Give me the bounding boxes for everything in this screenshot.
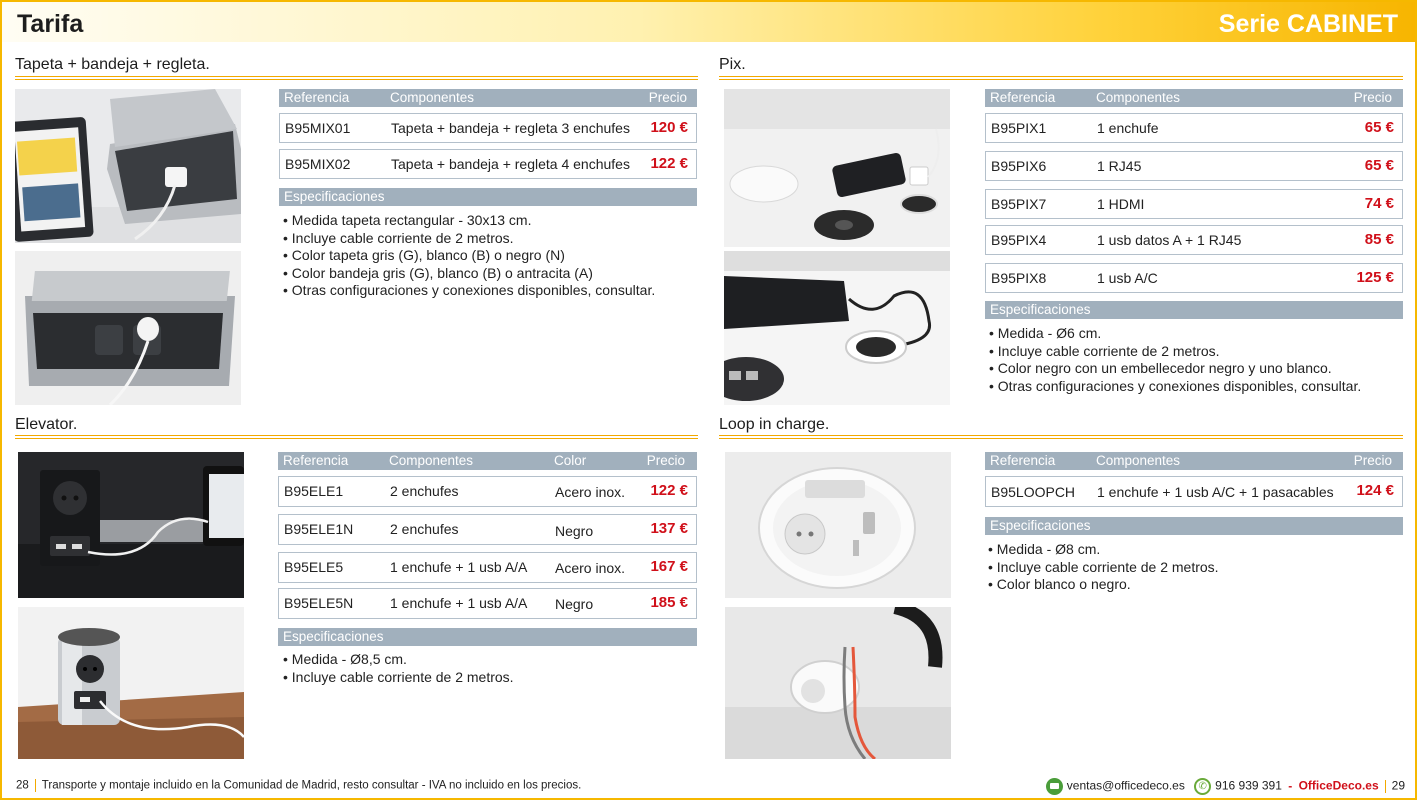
spec-item: • Medida - Ø8,5 cm. <box>283 651 703 669</box>
col-color: Color <box>554 453 587 468</box>
page-number-left: 28 <box>16 779 29 792</box>
spec-item: • Incluye cable corriente de 2 metros. <box>989 343 1409 361</box>
row-components: 1 usb datos A + 1 RJ45 <box>1097 232 1242 248</box>
spec-item: • Color bandeja gris (G), blanco (B) o antracita (A) <box>283 265 703 283</box>
col-components: Componentes <box>1096 90 1181 105</box>
spec-item: • Medida tapeta rectangular - 30x13 cm. <box>283 212 703 230</box>
col-ref: Referencia <box>990 453 1056 468</box>
row-ref: B95ELE5 <box>284 559 344 575</box>
email-icon <box>1046 778 1063 795</box>
col-components: Componentes <box>390 90 475 105</box>
product-photo-mix-tray <box>15 251 241 405</box>
spec-item: • Color negro con un embellecedor negro y uno blanco. <box>989 360 1409 378</box>
col-price: Precio <box>1353 90 1392 105</box>
product-photo-elevator-black <box>18 452 244 598</box>
row-price: 125 € <box>1356 269 1394 286</box>
footer-email[interactable]: ventas@officedeco.es <box>1066 778 1185 793</box>
specs-header-elevator: Especificaciones <box>278 628 697 646</box>
section-title-elevator: Elevator. <box>15 416 78 433</box>
footer-brand[interactable]: OfficeDeco.es <box>1298 778 1379 793</box>
table-header-mix <box>279 89 697 107</box>
table-header-elevator <box>278 452 697 470</box>
footer-divider <box>35 779 36 792</box>
product-photo-elevator-steel <box>18 607 244 759</box>
table-row <box>985 225 1403 255</box>
footer-dash: - <box>1288 778 1293 793</box>
spec-item: • Incluye cable corriente de 2 metros. <box>988 559 1408 577</box>
row-components: 1 usb A/C <box>1097 270 1158 286</box>
spec-item: • Incluye cable corriente de 2 metros. <box>283 669 703 687</box>
spec-item: • Otras configuraciones y conexiones disponibles, consultar. <box>989 378 1409 396</box>
table-row <box>279 113 697 143</box>
row-price: 122 € <box>650 482 688 499</box>
row-ref: B95ELE1N <box>284 521 354 537</box>
footer-right <box>1046 778 1405 795</box>
row-price: 124 € <box>1356 482 1394 499</box>
row-price: 137 € <box>650 520 688 537</box>
footer-left <box>16 779 581 792</box>
footer-divider <box>1385 780 1386 793</box>
series-title: Serie CABINET <box>1218 10 1398 38</box>
specs-header-loop: Especificaciones <box>985 517 1403 535</box>
specs-list-elevator <box>283 651 703 686</box>
spec-item: • Incluye cable corriente de 2 metros. <box>283 230 703 248</box>
spec-item: • Medida - Ø8 cm. <box>988 541 1408 559</box>
row-components: 1 enchufe + 1 usb A/A <box>390 595 528 611</box>
row-components: 2 enchufes <box>390 521 459 537</box>
row-price: 85 € <box>1364 231 1394 248</box>
phone-icon: ✆ <box>1194 778 1211 795</box>
footer <box>0 774 1417 798</box>
table-row <box>278 588 697 619</box>
col-components: Componentes <box>389 453 474 468</box>
row-price: 65 € <box>1364 157 1394 174</box>
table-row <box>278 476 697 507</box>
table-row <box>279 149 697 179</box>
section-divider <box>719 76 1403 80</box>
row-ref: B95PIX4 <box>991 232 1047 248</box>
spec-item: • Color tapeta gris (G), blanco (B) o negro (N) <box>283 247 703 265</box>
footer-phone[interactable]: 916 939 391 <box>1215 778 1282 793</box>
table-row <box>278 552 697 583</box>
section-title-pix: Pix. <box>719 56 746 73</box>
row-components: 2 enchufes <box>390 483 459 499</box>
row-ref: B95ELE1 <box>284 483 344 499</box>
table-row <box>985 263 1403 293</box>
page-title: Tarifa <box>17 10 84 38</box>
section-title-loop: Loop in charge. <box>719 416 830 433</box>
table-row <box>985 151 1403 181</box>
row-ref: B95MIX02 <box>285 156 351 172</box>
col-price: Precio <box>1353 453 1392 468</box>
row-price: 74 € <box>1364 195 1394 212</box>
col-price: Precio <box>646 453 685 468</box>
row-ref: B95LOOPCH <box>991 484 1076 500</box>
row-components: 1 enchufe + 1 usb A/A <box>390 559 528 575</box>
product-photo-mix-tablet <box>15 89 241 243</box>
section-divider <box>719 435 1403 439</box>
row-price: 120 € <box>650 119 688 136</box>
row-components: 1 enchufe <box>1097 120 1159 136</box>
specs-header-mix: Especificaciones <box>279 188 697 206</box>
row-ref: B95MIX01 <box>285 120 351 136</box>
row-components: Tapeta + bandeja + regleta 4 enchufes <box>391 156 630 172</box>
table-row <box>985 476 1403 507</box>
row-ref: B95PIX8 <box>991 270 1047 286</box>
row-color: Acero inox. <box>555 560 626 576</box>
col-components: Componentes <box>1096 453 1181 468</box>
row-color: Negro <box>555 523 594 539</box>
row-color: Negro <box>555 596 594 612</box>
table-row <box>985 113 1403 143</box>
col-price: Precio <box>648 90 687 105</box>
product-photo-pix-desk <box>724 89 950 247</box>
col-ref: Referencia <box>283 453 349 468</box>
row-ref: B95PIX6 <box>991 158 1047 174</box>
section-divider <box>15 76 698 80</box>
header-bar <box>2 2 1415 42</box>
row-price: 122 € <box>650 155 688 172</box>
row-price: 185 € <box>650 594 688 611</box>
specs-list-loop <box>988 541 1408 594</box>
row-ref: B95ELE5N <box>284 595 354 611</box>
table-header-pix <box>985 89 1403 107</box>
specs-list-mix <box>283 212 703 300</box>
row-components: Tapeta + bandeja + regleta 3 enchufes <box>391 120 630 136</box>
spec-item: • Color blanco o negro. <box>988 576 1408 594</box>
row-components: 1 HDMI <box>1097 196 1145 212</box>
row-components: 1 enchufe + 1 usb A/C + 1 pasacables <box>1097 484 1334 500</box>
row-ref: B95PIX1 <box>991 120 1047 136</box>
spec-item: • Otras configuraciones y conexiones disponibles, consultar. <box>283 282 703 300</box>
col-ref: Referencia <box>284 90 350 105</box>
product-photo-pix-installed <box>724 251 950 405</box>
footer-note: Transporte y montaje incluido en la Comunidad de Madrid, resto consultar - IVA no incluido en los precios. <box>41 779 582 792</box>
specs-list-pix <box>989 325 1409 395</box>
section-divider <box>15 435 698 439</box>
col-ref: Referencia <box>990 90 1056 105</box>
product-photo-loop-desk <box>725 607 951 759</box>
row-price: 167 € <box>650 558 688 575</box>
product-photo-loop-top <box>725 452 951 598</box>
page-number-right: 29 <box>1391 778 1405 793</box>
row-price: 65 € <box>1364 119 1394 136</box>
table-header-loop <box>985 452 1403 470</box>
row-ref: B95PIX7 <box>991 196 1047 212</box>
specs-header-pix: Especificaciones <box>985 301 1403 319</box>
row-color: Acero inox. <box>555 484 626 500</box>
spec-item: • Medida - Ø6 cm. <box>989 325 1409 343</box>
section-title-mix: Tapeta + bandeja + regleta. <box>15 56 210 73</box>
table-row <box>278 514 697 545</box>
row-components: 1 RJ45 <box>1097 158 1142 174</box>
table-row <box>985 189 1403 219</box>
